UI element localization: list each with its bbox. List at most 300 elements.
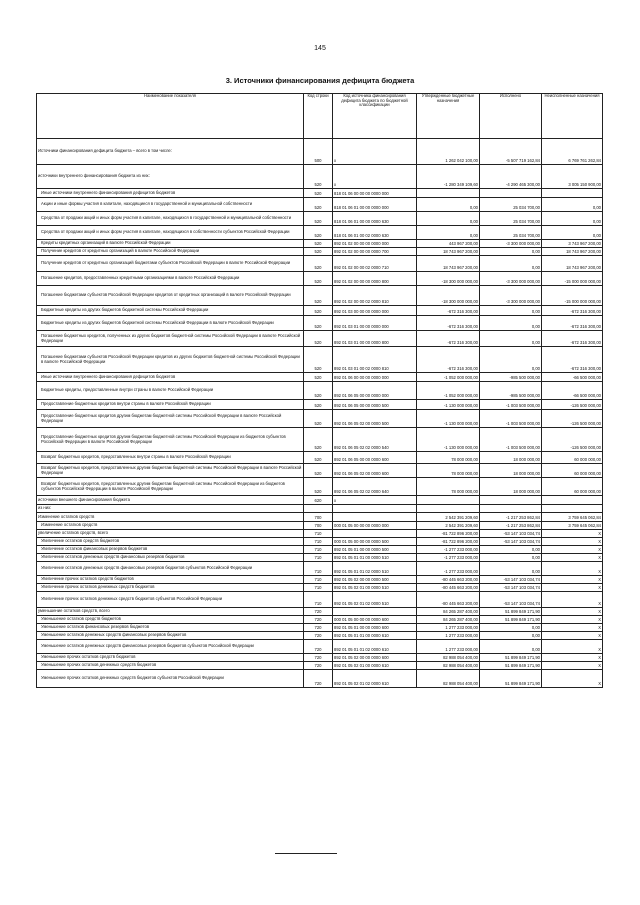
cell-name: Увеличение остатков финансовых резервов бюджетов	[37, 546, 304, 554]
table-row	[37, 513, 603, 522]
cell-kbk: 892 01 03 00 00 00 0000 000	[333, 306, 417, 316]
cell-name: Кредиты кредитных организаций в валюте Российской Федерации	[37, 240, 304, 248]
cell-name: Иные источники внутреннего финансирования дефицитов бюджетов	[37, 373, 304, 382]
cell-kbk: x	[333, 496, 417, 505]
cell-unexecuted: X	[542, 640, 603, 654]
cell-kbk: 000 01 05 00 00 00 0000 000	[333, 522, 417, 530]
cell-unexecuted: X	[542, 554, 603, 562]
cell-name: Увеличение прочих остатков денежных средств бюджетов субъектов Российской Федерации	[37, 592, 304, 608]
table-row	[37, 576, 603, 584]
cell-code: 710	[304, 554, 333, 562]
cell-approved: 443 967 200,00	[417, 240, 480, 248]
cell-approved: 84 265 287 400,00	[417, 616, 480, 624]
cell-executed: 0,00	[480, 632, 542, 640]
cell-approved: 82 988 054 400,00	[417, 654, 480, 662]
cell-unexecuted: 0,00	[542, 198, 603, 212]
cell-kbk: 000 01 05 00 00 00 0000 500	[333, 538, 417, 546]
cell-name: Уменьшение остатков средств бюджетов	[37, 616, 304, 624]
cell-code: 710	[304, 562, 333, 576]
cell-approved: -18 300 000 000,00	[417, 286, 480, 306]
cell-name: Бюджетные кредиты, предоставленные внутри страны в валюте Российской Федерации	[37, 382, 304, 400]
cell-approved: -1 130 000 000,00	[417, 428, 480, 452]
cell-name: Средства от продажи акций и иных форм участия в капитале, находящихся в собственности субъектов Российской Федерации	[37, 226, 304, 240]
table-row	[37, 331, 603, 347]
cell-name: Увеличение прочих остатков средств бюджетов	[37, 576, 304, 584]
cell-kbk: 892 01 05 02 01 00 0000 510	[333, 584, 417, 592]
cell-approved: -18 300 000 000,00	[417, 272, 480, 286]
cell-executed: 51 899 849 171,90	[480, 608, 542, 616]
cell-unexecuted: 3 005 150 900,00	[542, 165, 603, 189]
cell-code: 720	[304, 640, 333, 654]
table-row	[37, 248, 603, 256]
cell-unexecuted: -126 500 000,00	[542, 400, 603, 410]
cell-executed: 51 899 849 171,90	[480, 654, 542, 662]
cell-code: 720	[304, 670, 333, 688]
cell-approved: -672 316 300,00	[417, 347, 480, 373]
cell-kbk: 818 01 06 00 00 00 0000 000	[333, 189, 417, 198]
cell-name: Уменьшение прочих остатков денежных средств бюджетов	[37, 662, 304, 670]
cell-code	[304, 505, 333, 513]
cell-approved: -1 130 000 000,00	[417, 410, 480, 428]
cell-code: 520	[304, 165, 333, 189]
table-row	[37, 382, 603, 400]
cell-name: Увеличение остатков денежных средств финансовых резервов бюджетов	[37, 554, 304, 562]
cell-name: Предоставление бюджетных кредитов внутри страны в валюте Российской Федерации	[37, 400, 304, 410]
cell-kbk: 892 01 06 00 00 00 0000 000	[333, 373, 417, 382]
cell-code: 710	[304, 530, 333, 538]
cell-kbk	[333, 505, 417, 513]
cell-unexecuted: X	[542, 538, 603, 546]
cell-approved: -80 445 663 200,00	[417, 576, 480, 584]
cell-unexecuted: 0,00	[542, 212, 603, 226]
cell-approved: 2 542 391 209,60	[417, 522, 480, 530]
cell-name: Увеличение остатков денежных средств финансовых резервов бюджетов субъектов Российской Федерации	[37, 562, 304, 576]
cell-code: 520	[304, 256, 333, 272]
cell-approved: 82 988 054 400,00	[417, 670, 480, 688]
cell-unexecuted: -66 500 000,00	[542, 382, 603, 400]
cell-kbk: 892 01 02 00 00 00 0000 800	[333, 272, 417, 286]
table-row	[37, 272, 603, 286]
cell-code: 710	[304, 584, 333, 592]
cell-executed: -3 300 000 000,00	[480, 286, 542, 306]
cell-kbk: 892 01 06 05 02 00 0000 600	[333, 464, 417, 478]
table-row	[37, 165, 603, 189]
cell-name: Возврат бюджетных кредитов, предоставленных внутри страны в валюте Российской Федерации	[37, 452, 304, 464]
cell-unexecuted: X	[542, 546, 603, 554]
sources-table	[36, 93, 603, 688]
table-row	[37, 139, 603, 165]
cell-name: Возврат бюджетных кредитов, предоставленных другим бюджетам бюджетной системы Российской Федерации из бюджетов субъектов Российской Федерации в валюте Российской Федерации	[37, 478, 304, 496]
cell-unexecuted	[542, 505, 603, 513]
cell-code: 520	[304, 306, 333, 316]
cell-approved: -1 277 233 000,00	[417, 562, 480, 576]
cell-executed: 51 899 849 171,90	[480, 670, 542, 688]
cell-executed: -53 147 103 034,74	[480, 576, 542, 584]
cell-executed: 18 000 000,00	[480, 478, 542, 496]
cell-executed: 0,00	[480, 256, 542, 272]
cell-approved	[417, 496, 480, 505]
cell-kbk	[333, 530, 417, 538]
table-row	[37, 464, 603, 478]
column-header-kbk: Код источника финансирования дефицита бюджета по бюджетной классификации	[333, 94, 417, 139]
cell-unexecuted: -15 000 000 000,00	[542, 272, 603, 286]
page-number: 145	[314, 45, 326, 52]
cell-code: 720	[304, 632, 333, 640]
cell-unexecuted	[542, 189, 603, 198]
cell-executed: 51 899 849 171,90	[480, 662, 542, 670]
cell-code: 520	[304, 286, 333, 306]
cell-unexecuted: X	[542, 562, 603, 576]
cell-executed: -53 147 103 034,74	[480, 530, 542, 538]
bottom-rule	[275, 853, 337, 854]
cell-unexecuted: -126 500 000,00	[542, 410, 603, 428]
cell-executed: -1 003 500 000,00	[480, 400, 542, 410]
cell-code: 500	[304, 139, 333, 165]
table-row	[37, 400, 603, 410]
cell-approved: -1 277 233 000,00	[417, 554, 480, 562]
cell-executed: 25 034 700,00	[480, 198, 542, 212]
cell-approved: 78 000 000,00	[417, 452, 480, 464]
cell-approved: -80 445 663 200,00	[417, 584, 480, 592]
cell-unexecuted: X	[542, 662, 603, 670]
cell-unexecuted: X	[542, 592, 603, 608]
cell-approved: -672 316 300,00	[417, 331, 480, 347]
cell-approved: 82 988 054 400,00	[417, 662, 480, 670]
cell-unexecuted: 3 759 645 062,84	[542, 513, 603, 522]
cell-name: Увеличение остатков средств бюджетов	[37, 538, 304, 546]
table-row	[37, 546, 603, 554]
cell-executed: -985 500 000,00	[480, 382, 542, 400]
cell-kbk: 892 01 02 00 00 02 0000 810	[333, 286, 417, 306]
cell-name: Увеличение прочих остатков денежных средств бюджетов	[37, 584, 304, 592]
cell-name: Возврат бюджетных кредитов, предоставленных другим бюджетам бюджетной системы Российской Федерации в валюте Российской Федерации	[37, 464, 304, 478]
table-row	[37, 306, 603, 316]
column-header-approved: Утвержденные бюджетные назначения	[417, 94, 480, 139]
cell-unexecuted: 3 759 645 062,84	[542, 522, 603, 530]
cell-approved: 0,00	[417, 212, 480, 226]
table-row	[37, 478, 603, 496]
cell-unexecuted: -672 316 300,00	[542, 331, 603, 347]
cell-approved: -1 052 000 000,00	[417, 382, 480, 400]
table-row	[37, 662, 603, 670]
cell-approved: -81 722 896 200,00	[417, 538, 480, 546]
cell-kbk: 818 01 06 01 00 00 0000 630	[333, 212, 417, 226]
cell-unexecuted: X	[542, 608, 603, 616]
cell-unexecuted: 60 000 000,00	[542, 452, 603, 464]
cell-executed: -5 507 719 162,84	[480, 139, 542, 165]
column-header-unexecuted: Неисполненные назначения	[542, 94, 603, 139]
cell-unexecuted: 18 743 967 200,00	[542, 248, 603, 256]
cell-executed: 0,00	[480, 546, 542, 554]
cell-executed: 25 034 700,00	[480, 212, 542, 226]
cell-kbk: 892 01 05 02 00 00 0000 600	[333, 654, 417, 662]
table-row	[37, 373, 603, 382]
cell-code: 520	[304, 478, 333, 496]
column-header-code: Код строки	[304, 94, 333, 139]
cell-code: 710	[304, 592, 333, 608]
cell-approved: 18 743 967 200,00	[417, 256, 480, 272]
cell-kbk: 818 01 06 01 00 00 0000 000	[333, 198, 417, 212]
cell-approved: -81 722 896 200,00	[417, 530, 480, 538]
cell-unexecuted: 0,00	[542, 226, 603, 240]
cell-approved: 1 277 233 000,00	[417, 632, 480, 640]
table-row	[37, 226, 603, 240]
table-row	[37, 452, 603, 464]
table-row	[37, 496, 603, 505]
table-row	[37, 584, 603, 592]
table-row	[37, 347, 603, 373]
cell-executed: -4 290 465 300,00	[480, 165, 542, 189]
cell-unexecuted: 60 000 000,00	[542, 464, 603, 478]
cell-unexecuted: 18 743 967 200,00	[542, 256, 603, 272]
cell-unexecuted: X	[542, 670, 603, 688]
cell-unexecuted: X	[542, 584, 603, 592]
cell-executed: -1 217 253 862,84	[480, 513, 542, 522]
cell-approved: 84 265 287 400,00	[417, 608, 480, 616]
cell-kbk: 892 01 03 01 00 02 0000 810	[333, 347, 417, 373]
cell-kbk: 818 01 06 01 00 02 0000 630	[333, 226, 417, 240]
cell-name: Получение кредитов от кредитных организаций бюджетами субъектов Российской Федерации в валюте Российской Федерации	[37, 256, 304, 272]
cell-approved	[417, 189, 480, 198]
cell-kbk: 000 01 05 00 00 00 0000 600	[333, 616, 417, 624]
cell-executed: -53 147 103 034,74	[480, 592, 542, 608]
cell-name: Погашение бюджетами субъектов Российской Федерации кредитов от кредитных организаций в валюте Российской Федерации	[37, 286, 304, 306]
cell-kbk: 892 01 06 05 02 00 0000 500	[333, 410, 417, 428]
cell-unexecuted: X	[542, 654, 603, 662]
cell-kbk: 892 01 05 02 01 02 0000 610	[333, 670, 417, 688]
cell-name: Уменьшение остатков денежных средств финансовых резервов бюджетов	[37, 632, 304, 640]
table-row	[37, 256, 603, 272]
cell-name: Бюджетные кредиты из других бюджетов бюджетной системы Российской Федерации	[37, 306, 304, 316]
cell-approved	[417, 505, 480, 513]
cell-unexecuted: -672 316 300,00	[542, 347, 603, 373]
cell-name: Бюджетные кредиты из других бюджетов бюджетной системы Российской Федерации в валюте Российской Федерации	[37, 316, 304, 331]
cell-executed: -53 147 103 034,74	[480, 584, 542, 592]
cell-code: 520	[304, 428, 333, 452]
cell-code: 520	[304, 248, 333, 256]
cell-kbk: 892 01 05 01 01 00 0000 510	[333, 554, 417, 562]
cell-code: 710	[304, 576, 333, 584]
cell-unexecuted: -15 000 000 000,00	[542, 286, 603, 306]
cell-executed: 0,00	[480, 306, 542, 316]
cell-executed: 25 034 700,00	[480, 226, 542, 240]
cell-approved: 18 743 967 200,00	[417, 248, 480, 256]
cell-kbk: x	[333, 165, 417, 189]
cell-kbk: 892 01 05 02 01 02 0000 510	[333, 592, 417, 608]
cell-executed: -53 147 103 034,74	[480, 538, 542, 546]
cell-code: 720	[304, 624, 333, 632]
column-header-name: Наименование показателя	[37, 94, 304, 139]
cell-name: источники внутреннего финансирования бюджета из них:	[37, 165, 304, 189]
cell-kbk: 892 01 05 01 00 00 0000 500	[333, 546, 417, 554]
cell-executed: 51 899 849 171,90	[480, 616, 542, 624]
cell-kbk: 892 01 06 05 02 02 0000 640	[333, 478, 417, 496]
table-row	[37, 316, 603, 331]
cell-approved: 78 000 000,00	[417, 478, 480, 496]
table-row	[37, 632, 603, 640]
cell-code: 720	[304, 654, 333, 662]
cell-code: 520	[304, 347, 333, 373]
table-row	[37, 286, 603, 306]
cell-approved: 0,00	[417, 198, 480, 212]
cell-code: 520	[304, 464, 333, 478]
table-row	[37, 410, 603, 428]
cell-code: 520	[304, 212, 333, 226]
cell-executed: 0,00	[480, 347, 542, 373]
cell-code: 520	[304, 373, 333, 382]
cell-kbk: 892 01 05 02 01 00 0000 610	[333, 662, 417, 670]
cell-code: 520	[304, 226, 333, 240]
table-row	[37, 670, 603, 688]
table-row	[37, 530, 603, 538]
table-row	[37, 212, 603, 226]
cell-kbk: 892 01 05 01 01 02 0000 510	[333, 562, 417, 576]
table-row	[37, 240, 603, 248]
table-row	[37, 608, 603, 616]
cell-kbk: 892 01 05 01 01 00 0000 610	[333, 632, 417, 640]
cell-executed: 0,00	[480, 554, 542, 562]
cell-kbk: 892 01 06 05 00 00 0000 000	[333, 382, 417, 400]
cell-executed: 0,00	[480, 316, 542, 331]
cell-name: увеличение остатков средств, всего	[37, 530, 304, 538]
cell-executed: 0,00	[480, 640, 542, 654]
cell-executed	[480, 496, 542, 505]
cell-name: Изменение остатков средств	[37, 522, 304, 530]
table-row	[37, 505, 603, 513]
cell-code: 720	[304, 608, 333, 616]
cell-unexecuted: X	[542, 632, 603, 640]
cell-name: Средства от продажи акций и иных форм участия в капитале, находящихся в государственной и муниципальной собственности	[37, 212, 304, 226]
cell-name: Уменьшение остатков денежных средств финансовых резервов бюджетов субъектов Российской Федерации	[37, 640, 304, 654]
cell-approved: -672 316 300,00	[417, 316, 480, 331]
table-row	[37, 538, 603, 546]
cell-executed: -1 003 500 000,00	[480, 410, 542, 428]
cell-unexecuted: 3 743 967 200,00	[542, 240, 603, 248]
cell-executed: 18 000 000,00	[480, 464, 542, 478]
cell-approved: -1 280 349 109,60	[417, 165, 480, 189]
cell-executed: 18 000 000,00	[480, 452, 542, 464]
cell-code: 710	[304, 546, 333, 554]
cell-kbk	[333, 608, 417, 616]
cell-code: 520	[304, 189, 333, 198]
cell-unexecuted: X	[542, 576, 603, 584]
cell-unexecuted: -672 316 300,00	[542, 306, 603, 316]
table-row	[37, 624, 603, 632]
cell-approved: 2 542 391 209,60	[417, 513, 480, 522]
cell-executed	[480, 189, 542, 198]
cell-code: 520	[304, 316, 333, 331]
cell-code: 700	[304, 513, 333, 522]
cell-name: источники внешнего финансирования бюджета	[37, 496, 304, 505]
cell-approved: 0,00	[417, 226, 480, 240]
cell-name: Уменьшение прочих остатков средств бюджетов	[37, 654, 304, 662]
cell-approved: 1 277 233 000,00	[417, 624, 480, 632]
cell-name: Акции и иные формы участия в капитале, находящиеся в государственной и муниципальной собственности	[37, 198, 304, 212]
cell-name: уменьшение остатков средств, всего	[37, 608, 304, 616]
cell-kbk: 892 01 02 00 00 02 0000 710	[333, 256, 417, 272]
section-title: 3. Источники финансирования дефицита бюджета	[225, 76, 415, 85]
cell-code: 520	[304, 452, 333, 464]
cell-name: Погашение бюджетных кредитов, полученных из других бюджетов бюджетной системы Российской Федерации в валюте Российской Федерации	[37, 331, 304, 347]
cell-unexecuted: -126 500 000,00	[542, 428, 603, 452]
table-row	[37, 189, 603, 198]
cell-name: Погашение кредитов, предоставленных кредитными организациями в валюте Российской Федерации	[37, 272, 304, 286]
cell-unexecuted: 60 000 000,00	[542, 478, 603, 496]
cell-kbk: 892 01 05 02 00 00 0000 500	[333, 576, 417, 584]
cell-code: 520	[304, 400, 333, 410]
cell-kbk: 892 01 03 01 00 00 0000 800	[333, 331, 417, 347]
table-row	[37, 592, 603, 608]
cell-approved: -80 445 663 200,00	[417, 592, 480, 608]
cell-name: Погашение бюджетами субъектов Российской Федерации кредитов из других бюджетов бюджетной системы Российской Федерации в валюте Российской Федерации	[37, 347, 304, 373]
cell-executed: 0,00	[480, 562, 542, 576]
table-body	[37, 139, 603, 688]
cell-name: Изменение остатков средств	[37, 513, 304, 522]
cell-code: 520	[304, 198, 333, 212]
cell-code: 700	[304, 522, 333, 530]
cell-kbk: 892 01 06 05 00 00 0000 500	[333, 400, 417, 410]
cell-unexecuted: -672 316 300,00	[542, 316, 603, 331]
cell-kbk: 892 01 06 05 02 02 0000 540	[333, 428, 417, 452]
cell-name: Уменьшение остатков финансовых резервов бюджетов	[37, 624, 304, 632]
cell-code: 720	[304, 616, 333, 624]
cell-code: 520	[304, 382, 333, 400]
cell-unexecuted: X	[542, 624, 603, 632]
cell-unexecuted: 6 769 761 262,84	[542, 139, 603, 165]
cell-kbk	[333, 513, 417, 522]
table-row	[37, 522, 603, 530]
cell-approved: -1 130 000 000,00	[417, 400, 480, 410]
cell-kbk: 892 01 05 01 00 00 0000 600	[333, 624, 417, 632]
cell-unexecuted: -66 500 000,00	[542, 373, 603, 382]
cell-executed: 0,00	[480, 248, 542, 256]
cell-name: Получение кредитов от кредитных организаций в валюте Российской Федерации	[37, 248, 304, 256]
cell-executed: -3 300 000 000,00	[480, 272, 542, 286]
cell-name: Предоставление бюджетных кредитов другим бюджетам бюджетной системы Российской Федерации из бюджетов субъектов Российской Федерации в валюте Российской Федерации	[37, 428, 304, 452]
cell-name: Уменьшение прочих остатков денежных средств бюджетов субъектов Российской Федерации	[37, 670, 304, 688]
cell-code: 520	[304, 331, 333, 347]
cell-unexecuted	[542, 496, 603, 505]
cell-approved: 1 277 233 000,00	[417, 640, 480, 654]
table-row	[37, 562, 603, 576]
cell-approved: -672 316 300,00	[417, 306, 480, 316]
column-header-executed: Исполнено	[480, 94, 542, 139]
cell-approved: -1 277 233 000,00	[417, 546, 480, 554]
cell-code: 520	[304, 272, 333, 286]
cell-executed: -1 003 500 000,00	[480, 428, 542, 452]
cell-code: 720	[304, 662, 333, 670]
cell-executed	[480, 505, 542, 513]
table-row	[37, 640, 603, 654]
cell-executed: -985 500 000,00	[480, 373, 542, 382]
cell-code: 520	[304, 240, 333, 248]
cell-kbk: 892 01 05 01 01 02 0000 610	[333, 640, 417, 654]
cell-executed: -1 217 253 862,84	[480, 522, 542, 530]
cell-executed: 0,00	[480, 331, 542, 347]
table-row	[37, 654, 603, 662]
cell-name: из них:	[37, 505, 304, 513]
table-header-row	[37, 94, 603, 139]
cell-unexecuted: X	[542, 616, 603, 624]
cell-name: Предоставление бюджетных кредитов другим бюджетам бюджетной системы Российской Федерации в валюте Российской Федерации	[37, 410, 304, 428]
cell-executed: -3 300 000 000,00	[480, 240, 542, 248]
cell-kbk: x	[333, 139, 417, 165]
cell-name: Источники финансирования дефицита бюджета – всего в том числе:	[37, 139, 304, 165]
table-row	[37, 616, 603, 624]
cell-code: 520	[304, 410, 333, 428]
cell-name: Иные источники внутреннего финансирования дефицитов бюджетов	[37, 189, 304, 198]
cell-kbk: 892 01 03 01 00 00 0000 000	[333, 316, 417, 331]
